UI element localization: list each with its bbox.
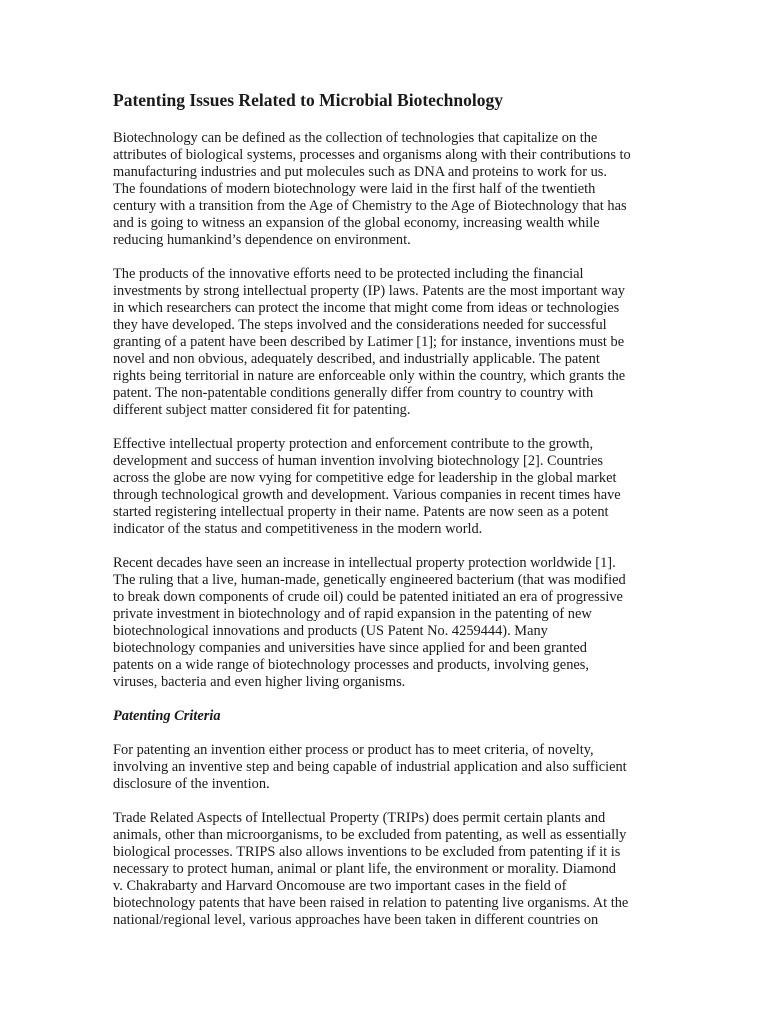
body-section-intro bbox=[113, 130, 673, 691]
paragraph-line: patent. The non-patentable conditions generally differ from country to country with bbox=[113, 385, 594, 401]
paragraph-line: patents on a wide range of biotechnology processes and products, involving genes, bbox=[113, 657, 589, 673]
paragraph-line: rights being territorial in nature are enforceable only within the country, which grants the bbox=[113, 368, 626, 384]
paragraph bbox=[113, 742, 673, 793]
paragraph bbox=[113, 266, 673, 419]
paragraph-line: attributes of biological systems, processes and organisms along with their contributions to bbox=[113, 147, 631, 163]
paragraph-line: Effective intellectual property protection and enforcement contribute to the growth, bbox=[113, 436, 594, 452]
paragraph-line: development and success of human invention involving biotechnology [2]. Countries bbox=[113, 453, 603, 469]
paragraph-line: involving an inventive step and being capable of industrial application and also sufficient bbox=[113, 759, 627, 775]
paragraph-line: private investment in biotechnology and of rapid expansion in the patenting of new bbox=[113, 606, 592, 622]
paragraph-line: necessary to protect human, animal or plant life, the environment or morality. Diamond bbox=[113, 861, 616, 877]
paragraph-line: through technological growth and development. Various companies in recent times have bbox=[113, 487, 621, 503]
paragraph-line: biological processes. TRIPS also allows inventions to be excluded from patenting if it is bbox=[113, 844, 621, 860]
paragraph-line: animals, other than microorganisms, to be excluded from patenting, as well as essentially bbox=[113, 827, 627, 843]
paragraph-line: Recent decades have seen an increase in intellectual property protection worldwide [1]. bbox=[113, 555, 616, 571]
paragraph-line: biotechnology patents that have been raised in relation to patenting live organisms. At the bbox=[113, 895, 629, 911]
document-page bbox=[113, 88, 673, 946]
paragraph-line: novel and non obvious, adequately described, and industrially applicable. The patent bbox=[113, 351, 600, 367]
body-section-criteria bbox=[113, 742, 673, 929]
paragraph-line: Biotechnology can be defined as the collection of technologies that capitalize on the bbox=[113, 130, 598, 146]
paragraph-line: biotechnological innovations and products (US Patent No. 4259444). Many bbox=[113, 623, 548, 639]
paragraph-line: disclosure of the invention. bbox=[113, 776, 270, 792]
paragraph-line: started registering intellectual property in their name. Patents are now seen as a potent bbox=[113, 504, 609, 520]
paragraph-line: across the globe are now vying for competitive edge for leadership in the global market bbox=[113, 470, 617, 486]
paragraph-line: different subject matter considered fit for patenting. bbox=[113, 402, 411, 418]
paragraph bbox=[113, 130, 673, 249]
paragraph-line: indicator of the status and competitiveness in the modern world. bbox=[113, 521, 483, 537]
paragraph-line: Trade Related Aspects of Intellectual Property (TRIPs) does permit certain plants and bbox=[113, 810, 606, 826]
paragraph-line: national/regional level, various approaches have been taken in different countries on bbox=[113, 912, 599, 928]
paragraph-line: manufacturing industries and put molecules such as DNA and proteins to work for us. bbox=[113, 164, 607, 180]
paragraph-line: The foundations of modern biotechnology were laid in the first half of the twentieth bbox=[113, 181, 596, 197]
paragraph-line: in which researchers can protect the income that might come from ideas or technologies bbox=[113, 300, 620, 316]
paragraph bbox=[113, 436, 673, 538]
paragraph-line: The products of the innovative efforts need to be protected including the financial bbox=[113, 266, 584, 282]
paragraph-line: For patenting an invention either process or product has to meet criteria, of novelty, bbox=[113, 742, 594, 758]
document-title: Patenting Issues Related to Microbial Biotechnology bbox=[113, 90, 504, 110]
paragraph-line: viruses, bacteria and even higher living organisms. bbox=[113, 674, 406, 690]
paragraph-line: to break down components of crude oil) could be patented initiated an era of progressive bbox=[113, 589, 623, 605]
paragraph-line: v. Chakrabarty and Harvard Oncomouse are two important cases in the field of bbox=[113, 878, 567, 894]
paragraph-line: The ruling that a live, human-made, genetically engineered bacterium (that was modified bbox=[113, 572, 626, 588]
paragraph-line: biotechnology companies and universities have since applied for and been granted bbox=[113, 640, 587, 656]
paragraph bbox=[113, 555, 673, 691]
section-heading: Patenting Criteria bbox=[113, 708, 221, 724]
paragraph bbox=[113, 810, 673, 929]
paragraph-line: century with a transition from the Age of Chemistry to the Age of Biotechnology that has bbox=[113, 198, 627, 214]
paragraph-line: and is going to witness an expansion of the global economy, increasing wealth while bbox=[113, 215, 600, 231]
paragraph-line: they have developed. The steps involved and the considerations needed for successful bbox=[113, 317, 607, 333]
paragraph-line: reducing humankind’s dependence on environment. bbox=[113, 232, 411, 248]
paragraph-line: granting of a patent have been described by Latimer [1]; for instance, inventions must be bbox=[113, 334, 625, 350]
paragraph-line: investments by strong intellectual property (IP) laws. Patents are the most important way bbox=[113, 283, 625, 299]
